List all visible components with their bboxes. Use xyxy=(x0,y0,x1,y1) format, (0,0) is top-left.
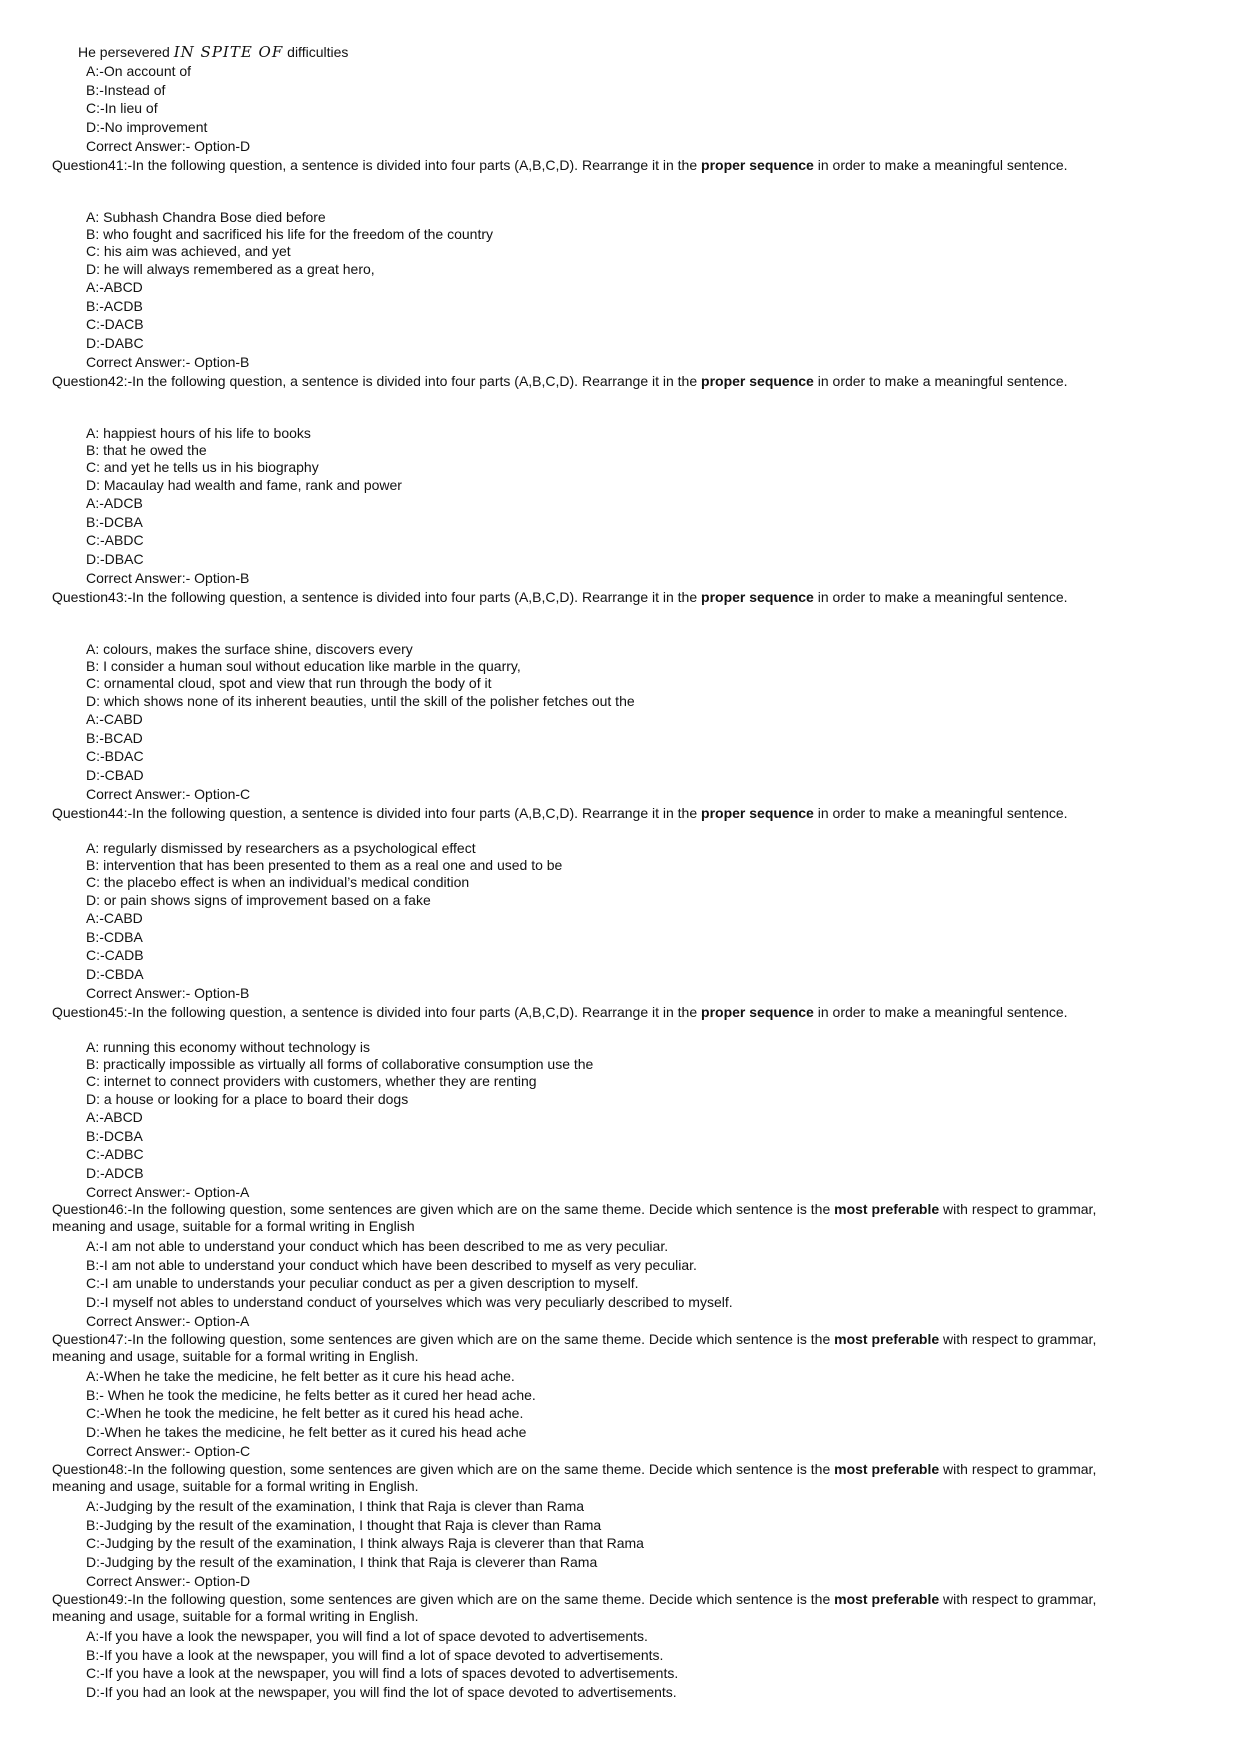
question-label: Question48 xyxy=(52,1461,124,1477)
q43-part-a: A: colours, makes the surface shine, discovers every xyxy=(86,641,413,657)
q45-option-d: D:-ADCB xyxy=(86,1165,144,1181)
q41-part-b: B: who fought and sacrificed his life for the freedom of the country xyxy=(86,226,493,242)
q44-option-b: B:-CDBA xyxy=(86,929,143,945)
q47-correct-answer: Correct Answer:- Option-C xyxy=(86,1443,251,1459)
question-label: Question46 xyxy=(52,1201,124,1217)
q44-part-d: D: or pain shows signs of improvement based on a fake xyxy=(86,892,431,908)
q42-option-b: B:-DCBA xyxy=(86,514,143,530)
q43-option-c: C:-BDAC xyxy=(86,748,144,764)
question-47-prompt-line2: meaning and usage, suitable for a formal writing in English. xyxy=(52,1348,419,1364)
intro-option-d: D:-No improvement xyxy=(86,119,208,135)
q45-correct-answer: Correct Answer:- Option-A xyxy=(86,1184,250,1200)
prompt-text-end: in order to make a meaningful sentence. xyxy=(813,589,1068,605)
q42-option-c: C:-ABDC xyxy=(86,532,144,548)
q49-option-b: B:-If you have a look at the newspaper, you will find a lot of space devoted to advertisements. xyxy=(86,1647,664,1663)
question-41-prompt xyxy=(52,157,1068,174)
intro-option-a: A:-On account of xyxy=(86,63,192,79)
prompt-text: :-In the following question, some sentences are given which are on the same theme. Decide which sentence is the xyxy=(123,1201,835,1217)
q46-option-b: B:-I am not able to understand your conduct which have been described to myself as very peculiar. xyxy=(86,1257,697,1273)
q46-option-a: A:-I am not able to understand your conduct which has been described to me as very peculiar. xyxy=(86,1238,669,1254)
q45-part-d: D: a house or looking for a place to board their dogs xyxy=(86,1091,409,1107)
prompt-emphasis: most preferable xyxy=(834,1331,940,1347)
q43-part-c: C: ornamental cloud, spot and view that run through the body of it xyxy=(86,675,492,691)
q41-part-a: A: Subhash Chandra Bose died before xyxy=(86,209,326,225)
q44-option-a: A:-CABD xyxy=(86,910,143,926)
q45-option-b: B:-DCBA xyxy=(86,1128,143,1144)
question-47-prompt xyxy=(52,1331,1096,1348)
q45-part-a: A: running this economy without technology is xyxy=(86,1039,371,1055)
q46-option-d: D:-I myself not ables to understand conduct of yourselves which was very peculiarly described to myself. xyxy=(86,1294,733,1310)
q44-part-c: C: the placebo effect is when an individual’s medical condition xyxy=(86,874,470,890)
intro-correct-answer: Correct Answer:- Option-D xyxy=(86,138,251,154)
question-48-prompt-line2: meaning and usage, suitable for a formal writing in English. xyxy=(52,1478,419,1494)
q42-part-b: B: that he owed the xyxy=(86,442,207,458)
q44-part-a: A: regularly dismissed by researchers as a psychological effect xyxy=(86,840,476,856)
q41-option-c: C:-DACB xyxy=(86,316,144,332)
q42-option-d: D:-DBAC xyxy=(86,551,144,567)
q48-option-b: B:-Judging by the result of the examination, I thought that Raja is clever than Rama xyxy=(86,1517,602,1533)
q43-option-d: D:-CBAD xyxy=(86,767,144,783)
prompt-emphasis: most preferable xyxy=(834,1591,940,1607)
q41-correct-answer: Correct Answer:- Option-B xyxy=(86,354,250,370)
q47-option-a: A:-When he take the medicine, he felt better as it cure his head ache. xyxy=(86,1368,515,1384)
prompt-emphasis: most preferable xyxy=(834,1201,940,1217)
intro-question xyxy=(78,44,348,61)
prompt-text-end: with respect to grammar, xyxy=(939,1331,1097,1347)
q41-option-d: D:-DABC xyxy=(86,335,144,351)
q42-part-d: D: Macaulay had wealth and fame, rank and power xyxy=(86,477,402,493)
question-label: Question43 xyxy=(52,589,124,605)
question-46-prompt-line2: meaning and usage, suitable for a formal writing in English xyxy=(52,1218,415,1234)
prompt-emphasis: proper sequence xyxy=(701,1004,814,1020)
question-46-prompt xyxy=(52,1201,1096,1218)
question-label: Question47 xyxy=(52,1331,124,1347)
prompt-text: :-In the following question, some sentences are given which are on the same theme. Decide which sentence is the xyxy=(123,1461,835,1477)
q44-option-c: C:-CADB xyxy=(86,947,144,963)
q48-option-d: D:-Judging by the result of the examination, I think that Raja is cleverer than Rama xyxy=(86,1554,598,1570)
q49-option-d: D:-If you had an look at the newspaper, you will find the lot of space devoted to advertisements. xyxy=(86,1684,677,1700)
prompt-text: :-In the following question, some sentences are given which are on the same theme. Decide which sentence is the xyxy=(123,1591,835,1607)
q45-option-c: C:-ADBC xyxy=(86,1146,144,1162)
q45-part-b: B: practically impossible as virtually all forms of collaborative consumption use the xyxy=(86,1056,594,1072)
question-label: Question41 xyxy=(52,157,124,173)
prompt-emphasis: most preferable xyxy=(834,1461,940,1477)
prompt-text: :-In the following question, a sentence is divided into four parts (A,B,C,D). Rearrange it in the xyxy=(123,589,702,605)
prompt-emphasis: proper sequence xyxy=(701,589,814,605)
q41-option-b: B:-ACDB xyxy=(86,298,143,314)
prompt-text-end: with respect to grammar, xyxy=(939,1201,1097,1217)
prompt-text-end: in order to make a meaningful sentence. xyxy=(813,1004,1068,1020)
prompt-text: :-In the following question, a sentence is divided into four parts (A,B,C,D). Rearrange it in the xyxy=(123,157,702,173)
q45-part-c: C: internet to connect providers with customers, whether they are renting xyxy=(86,1073,537,1089)
q46-option-c: C:-I am unable to understands your peculiar conduct as per a given description to myself. xyxy=(86,1275,639,1291)
q42-correct-answer: Correct Answer:- Option-B xyxy=(86,570,250,586)
question-48-prompt xyxy=(52,1461,1096,1478)
prompt-emphasis: proper sequence xyxy=(701,157,814,173)
q48-correct-answer: Correct Answer:- Option-D xyxy=(86,1573,251,1589)
prompt-text-end: with respect to grammar, xyxy=(939,1461,1097,1477)
q41-option-a: A:-ABCD xyxy=(86,279,143,295)
prompt-text-end: in order to make a meaningful sentence. xyxy=(813,373,1068,389)
q41-part-c: C: his aim was achieved, and yet xyxy=(86,243,291,259)
prompt-text-end: with respect to grammar, xyxy=(939,1591,1097,1607)
prompt-text-end: in order to make a meaningful sentence. xyxy=(813,805,1068,821)
q43-option-a: A:-CABD xyxy=(86,711,143,727)
question-49-prompt xyxy=(52,1591,1096,1608)
q47-option-d: D:-When he takes the medicine, he felt better as it cured his head ache xyxy=(86,1424,527,1440)
prompt-emphasis: proper sequence xyxy=(701,373,814,389)
question-label: Question49 xyxy=(52,1591,124,1607)
intro-text-before: He persevered xyxy=(78,44,174,60)
q43-part-d: D: which shows none of its inherent beauties, until the skill of the polisher fetches out the xyxy=(86,693,635,709)
question-42-prompt xyxy=(52,373,1068,390)
q42-option-a: A:-ADCB xyxy=(86,495,143,511)
question-49-prompt-line2: meaning and usage, suitable for a formal writing in English. xyxy=(52,1608,419,1624)
question-43-prompt xyxy=(52,589,1068,606)
q49-option-c: C:-If you have a look at the newspaper, you will find a lots of spaces devoted to advertisements. xyxy=(86,1665,679,1681)
question-44-prompt xyxy=(52,805,1068,822)
q43-part-b: B: I consider a human soul without education like marble in the quarry, xyxy=(86,658,521,674)
q47-option-c: C:-When he took the medicine, he felt better as it cured his head ache. xyxy=(86,1405,524,1421)
q43-option-b: B:-BCAD xyxy=(86,730,143,746)
prompt-text-end: in order to make a meaningful sentence. xyxy=(813,157,1068,173)
prompt-text: :-In the following question, some sentences are given which are on the same theme. Decide which sentence is the xyxy=(123,1331,835,1347)
q46-correct-answer: Correct Answer:- Option-A xyxy=(86,1313,250,1329)
q44-correct-answer: Correct Answer:- Option-B xyxy=(86,985,250,1001)
prompt-text: :-In the following question, a sentence is divided into four parts (A,B,C,D). Rearrange it in the xyxy=(123,805,702,821)
intro-option-b: B:-Instead of xyxy=(86,82,166,98)
intro-option-c: C:-In lieu of xyxy=(86,100,158,116)
q41-part-d: D: he will always remembered as a great hero, xyxy=(86,261,375,277)
question-label: Question42 xyxy=(52,373,124,389)
intro-text-after: difficulties xyxy=(283,44,349,60)
q47-option-b: B:- When he took the medicine, he felts better as it cured her head ache. xyxy=(86,1387,536,1403)
q44-option-d: D:-CBDA xyxy=(86,966,144,982)
q48-option-a: A:-Judging by the result of the examination, I think that Raja is clever than Rama xyxy=(86,1498,585,1514)
prompt-text: :-In the following question, a sentence is divided into four parts (A,B,C,D). Rearrange it in the xyxy=(123,373,702,389)
q43-correct-answer: Correct Answer:- Option-C xyxy=(86,786,251,802)
question-label: Question45 xyxy=(52,1004,124,1020)
q49-option-a: A:-If you have a look the newspaper, you will find a lot of space devoted to advertisements. xyxy=(86,1628,648,1644)
q45-option-a: A:-ABCD xyxy=(86,1109,143,1125)
prompt-text: :-In the following question, a sentence is divided into four parts (A,B,C,D). Rearrange it in the xyxy=(123,1004,702,1020)
q48-option-c: C:-Judging by the result of the examination, I think always Raja is cleverer than that Rama xyxy=(86,1535,644,1551)
question-label: Question44 xyxy=(52,805,124,821)
question-45-prompt xyxy=(52,1004,1068,1021)
q44-part-b: B: intervention that has been presented to them as a real one and used to be xyxy=(86,857,563,873)
q42-part-c: C: and yet he tells us in his biography xyxy=(86,459,319,475)
prompt-emphasis: proper sequence xyxy=(701,805,814,821)
intro-term: IN SPITE OF xyxy=(173,43,284,61)
q42-part-a: A: happiest hours of his life to books xyxy=(86,425,311,441)
